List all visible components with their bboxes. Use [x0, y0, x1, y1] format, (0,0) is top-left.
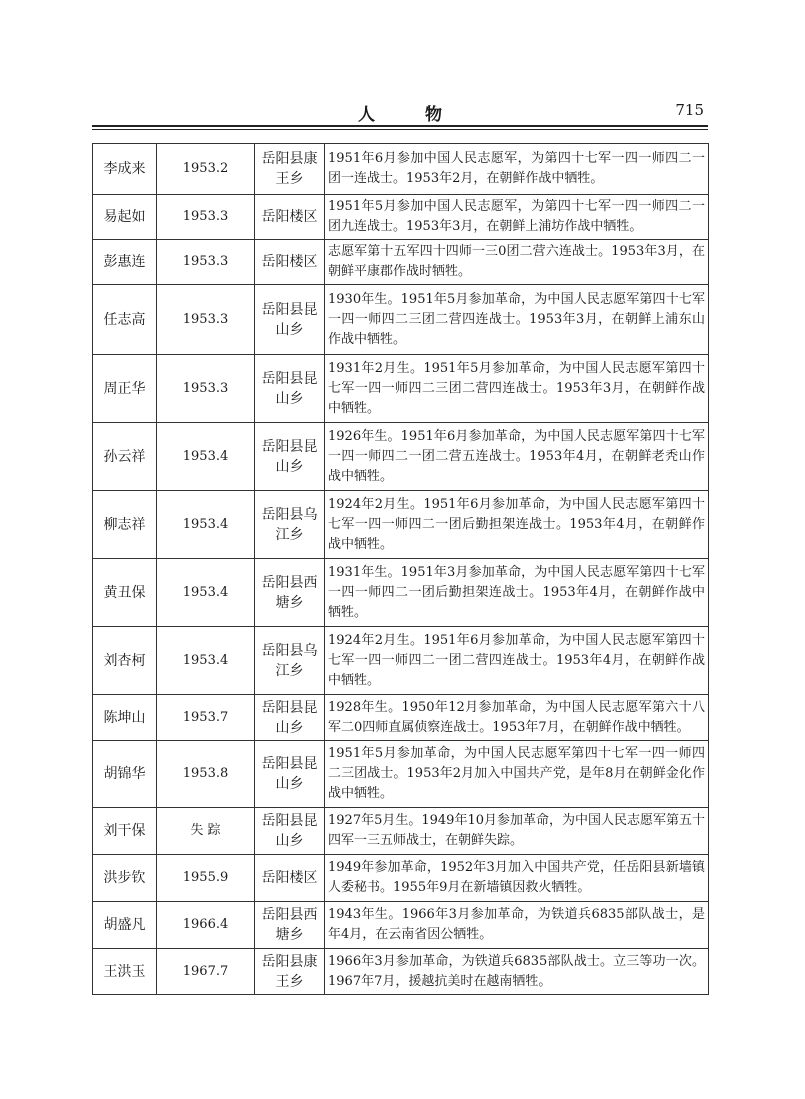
place-cell: 岳阳县昆山乡	[255, 808, 325, 855]
table-row	[93, 355, 709, 423]
place-cell: 岳阳县西塘乡	[255, 902, 325, 949]
place-cell: 岳阳楼区	[255, 195, 325, 240]
date-cell: 1953.8	[157, 741, 255, 808]
place-cell: 岳阳县乌江乡	[255, 491, 325, 559]
table-row	[93, 627, 709, 695]
place-cell: 岳阳县昆山乡	[255, 285, 325, 355]
place-cell: 岳阳县康王乡	[255, 144, 325, 195]
description-cell: 1943年生。1966年3月参加革命，为铁道兵6835部队战士，是年4月，在云南省因公牺牲。	[325, 902, 709, 949]
name-cell: 胡盛凡	[93, 902, 157, 949]
place-cell: 岳阳县昆山乡	[255, 741, 325, 808]
name-cell: 刘杏柯	[93, 627, 157, 695]
table-row	[93, 144, 709, 195]
place-cell: 岳阳县乌江乡	[255, 627, 325, 695]
header-rule-thick	[92, 125, 708, 127]
description-cell: 1924年2月生。1951年6月参加革命，为中国人民志愿军第四十七军一四一师四二一团二营四连战士。1953年4月，在朝鲜作战中牺牲。	[325, 627, 709, 695]
place-cell: 岳阳县昆山乡	[255, 423, 325, 491]
name-cell: 李成来	[93, 144, 157, 195]
page-header	[92, 98, 708, 128]
place-cell: 岳阳县康王乡	[255, 949, 325, 995]
name-cell: 陈坤山	[93, 695, 157, 741]
name-cell: 黄丑保	[93, 559, 157, 627]
table-row	[93, 808, 709, 855]
place-cell: 岳阳县昆山乡	[255, 355, 325, 423]
martyrs-table	[92, 143, 709, 995]
table-row	[93, 491, 709, 559]
date-cell: 1953.3	[157, 285, 255, 355]
name-cell: 刘干保	[93, 808, 157, 855]
table-row	[93, 949, 709, 995]
table-row	[93, 195, 709, 240]
description-cell: 1926年生。1951年6月参加革命，为中国人民志愿军第四十七军一四一师四二一团二营五连战士。1953年4月，在朝鲜老秃山作战中牺牲。	[325, 423, 709, 491]
page-title: 人 物	[358, 105, 464, 125]
date-cell: 1953.4	[157, 423, 255, 491]
name-cell: 柳志祥	[93, 491, 157, 559]
description-cell: 志愿军第十五军四十四师一三0团二营六连战士。1953年3月，在朝鲜平康郡作战时牺牲。	[325, 240, 709, 285]
name-cell: 任志高	[93, 285, 157, 355]
date-cell: 1953.7	[157, 695, 255, 741]
table-row	[93, 855, 709, 902]
table-row	[93, 741, 709, 808]
date-cell: 1953.4	[157, 559, 255, 627]
name-cell: 彭惠连	[93, 240, 157, 285]
date-cell: 失 踪	[157, 808, 255, 855]
description-cell: 1951年6月参加中国人民志愿军，为第四十七军一四一师四二一团一连战士。1953年2月，在朝鲜作战中牺牲。	[325, 144, 709, 195]
table-row	[93, 902, 709, 949]
place-cell: 岳阳楼区	[255, 855, 325, 902]
table-row	[93, 285, 709, 355]
place-cell: 岳阳县西塘乡	[255, 559, 325, 627]
description-cell: 1931年2月生。1951年5月参加革命，为中国人民志愿军第四十七军一四一师四二三团二营四连战士。1953年3月，在朝鲜作战中牺牲。	[325, 355, 709, 423]
name-cell: 王洪玉	[93, 949, 157, 995]
name-cell: 洪步钦	[93, 855, 157, 902]
name-cell: 胡锦华	[93, 741, 157, 808]
name-cell: 周正华	[93, 355, 157, 423]
description-cell: 1928年生。1950年12月参加革命，为中国人民志愿军第六十八军二0四师直属侦察连战士。1953年7月，在朝鲜作战中牺牲。	[325, 695, 709, 741]
date-cell: 1955.9	[157, 855, 255, 902]
description-cell: 1949年参加革命，1952年3月加入中国共产党，任岳阳县新墙镇人委秘书。1955年9月在新墙镇因救火牺牲。	[325, 855, 709, 902]
date-cell: 1953.3	[157, 195, 255, 240]
date-cell: 1967.7	[157, 949, 255, 995]
date-cell: 1953.4	[157, 491, 255, 559]
place-cell: 岳阳县昆山乡	[255, 695, 325, 741]
name-cell: 孙云祥	[93, 423, 157, 491]
table-row	[93, 240, 709, 285]
description-cell: 1927年5月生。1949年10月参加革命，为中国人民志愿军第五十四军一三五师战士，在朝鲜失踪。	[325, 808, 709, 855]
description-cell: 1951年5月参加革命，为中国人民志愿军第四十七军一四一师四二三团战士。1953年2月加入中国共产党，是年8月在朝鲜金化作战中牺牲。	[325, 741, 709, 808]
table-row	[93, 423, 709, 491]
date-cell: 1953.4	[157, 627, 255, 695]
place-cell: 岳阳楼区	[255, 240, 325, 285]
table-row	[93, 695, 709, 741]
description-cell: 1931年生。1951年3月参加革命，为中国人民志愿军第四十七军一四一师四二一团后勤担架连战士。1953年4月，在朝鲜作战中牺牲。	[325, 559, 709, 627]
name-cell: 易起如	[93, 195, 157, 240]
description-cell: 1930年生。1951年5月参加革命，为中国人民志愿军第四十七军一四一师四二三团二营四连战士。1953年3月，在朝鲜上浦东山作战中牺牲。	[325, 285, 709, 355]
date-cell: 1966.4	[157, 902, 255, 949]
header-rule-thin	[92, 129, 708, 130]
table-row	[93, 559, 709, 627]
date-cell: 1953.3	[157, 240, 255, 285]
description-cell: 1951年5月参加中国人民志愿军，为第四十七军一四一师四二一团九连战士。1953年3月，在朝鲜上浦坊作战中牺牲。	[325, 195, 709, 240]
date-cell: 1953.3	[157, 355, 255, 423]
description-cell: 1924年2月生。1951年6月参加革命，为中国人民志愿军第四十七军一四一师四二一团后勤担架连战士。1953年4月，在朝鲜作战中牺牲。	[325, 491, 709, 559]
description-cell: 1966年3月参加革命，为铁道兵6835部队战士。立三等功一次。1967年7月，援越抗美时在越南牺牲。	[325, 949, 709, 995]
date-cell: 1953.2	[157, 144, 255, 195]
page-number: 715	[675, 101, 704, 119]
